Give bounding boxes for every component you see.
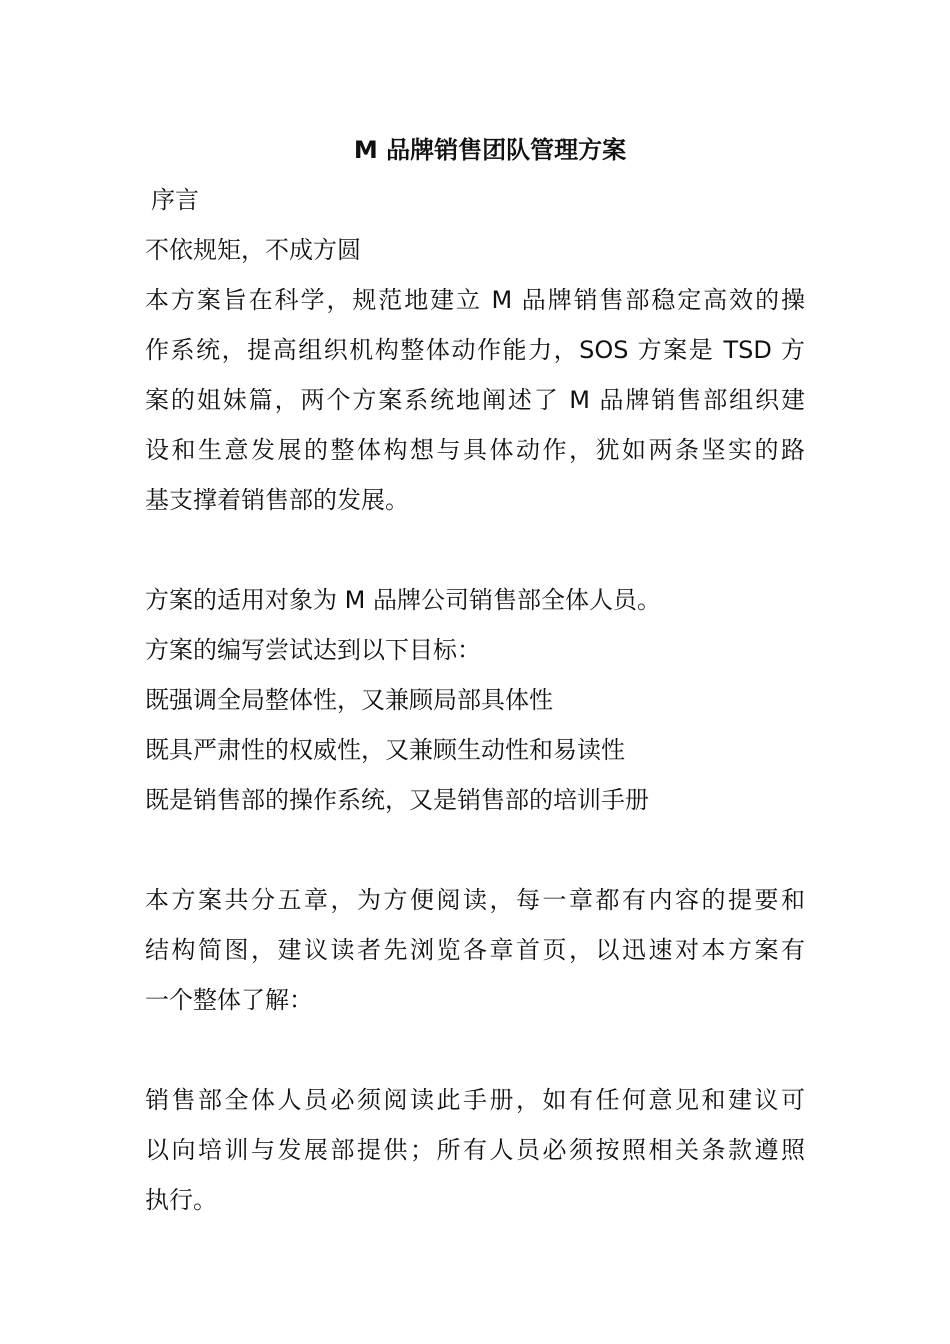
motto-line: 不依规矩，不成方圆 <box>145 236 361 264</box>
goal-line: 既具严肃性的权威性，又兼顾生动性和易读性 <box>145 736 625 764</box>
paragraph-line: 案的姐妹篇，两个方案系统地阐述了 M 品牌销售部组织建 <box>145 386 805 414</box>
goal-line: 既强调全局整体性，又兼顾局部具体性 <box>145 686 553 714</box>
document-title: M 品牌销售团队管理方案 <box>353 136 627 164</box>
paragraph-line: 方案的编写尝试达到以下目标： <box>145 636 481 664</box>
paragraph-line: 本方案共分五章，为方便阅读，每一章都有内容的提要和 <box>145 886 805 914</box>
paragraph-line: 一个整体了解： <box>145 986 313 1014</box>
paragraph-line: 以向培训与发展部提供；所有人员必须按照相关条款遵照 <box>145 1136 805 1164</box>
paragraph-line: 本方案旨在科学，规范地建立 M 品牌销售部稳定高效的操 <box>145 286 805 314</box>
paragraph-line: 方案的适用对象为 M 品牌公司销售部全体人员。 <box>145 586 661 614</box>
paragraph-line: 作系统，提高组织机构整体动作能力，SOS 方案是 TSD 方 <box>145 336 805 364</box>
paragraph-line: 执行。 <box>145 1186 217 1214</box>
goal-line: 既是销售部的操作系统，又是销售部的培训手册 <box>145 786 649 814</box>
preface-heading: 序言 <box>151 186 199 214</box>
paragraph-line: 基支撑着销售部的发展。 <box>145 486 409 514</box>
paragraph-line: 设和生意发展的整体构想与具体动作，犹如两条坚实的路 <box>145 436 805 464</box>
paragraph-line: 结构简图，建议读者先浏览各章首页，以迅速对本方案有 <box>145 936 805 964</box>
paragraph-line: 销售部全体人员必须阅读此手册，如有任何意见和建议可 <box>145 1086 805 1114</box>
